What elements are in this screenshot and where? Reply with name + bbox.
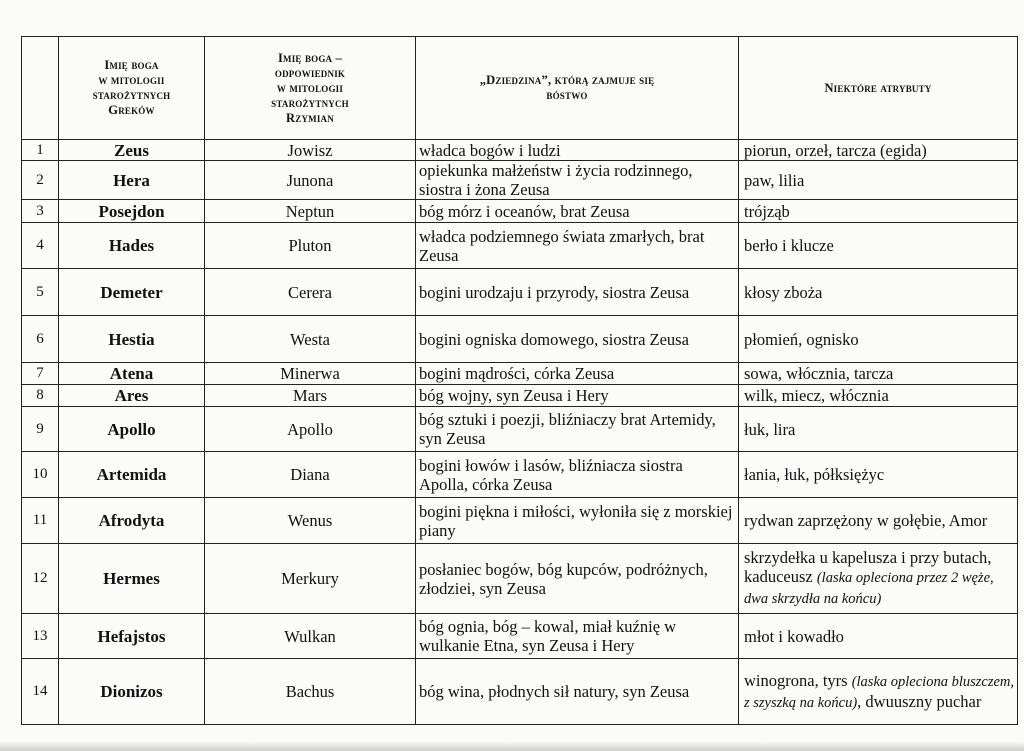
attributes-cell: trójząb: [739, 200, 1018, 223]
roman-name: Neptun: [205, 200, 416, 223]
attributes-cell: berło i klucze: [739, 223, 1018, 269]
table-row: [22, 659, 1018, 725]
greek-name: Hera: [59, 161, 205, 200]
row-number: 4: [22, 223, 59, 269]
greek-name: Afrodyta: [59, 498, 205, 544]
roman-name: Cerera: [205, 269, 416, 316]
domain-cell: bóg mórz i oceanów, brat Zeusa: [416, 200, 739, 223]
domain-cell: władca bogów i ludzi: [416, 140, 739, 161]
greek-name: Hestia: [59, 316, 205, 363]
attributes-cell: kłosy zboża: [739, 269, 1018, 316]
roman-name: Minerwa: [205, 363, 416, 385]
table-row: [22, 407, 1018, 452]
table-row: [22, 363, 1018, 385]
domain-cell: bóg ognia, bóg – kowal, miał kuźnię w wulkanie Etna, syn Zeusa i Hery: [416, 614, 739, 659]
row-number: 12: [22, 544, 59, 614]
row-number: 8: [22, 385, 59, 407]
domain-cell: bogini piękna i miłości, wyłoniła się z morskiej piany: [416, 498, 739, 544]
row-number: 9: [22, 407, 59, 452]
greek-name: Posejdon: [59, 200, 205, 223]
table-row: [22, 200, 1018, 223]
greek-name: Demeter: [59, 269, 205, 316]
attributes-cell: paw, lilia: [739, 161, 1018, 200]
domain-cell: bóg sztuki i poezji, bliźniaczy brat Artemidy, syn Zeusa: [416, 407, 739, 452]
row-number: 11: [22, 498, 59, 544]
domain-cell: władca podziemnego świata zmarłych, brat Zeusa: [416, 223, 739, 269]
header-attributes: Niektóre atrybuty: [739, 37, 1018, 140]
attributes-cell: młot i kowadło: [739, 614, 1018, 659]
domain-cell: bóg wojny, syn Zeusa i Hery: [416, 385, 739, 407]
row-number: 7: [22, 363, 59, 385]
greek-name: Atena: [59, 363, 205, 385]
attributes-note: (laska opleciona przez 2 węże, dwa skrzydła na końcu): [744, 570, 994, 607]
roman-name: Bachus: [205, 659, 416, 725]
row-number: 10: [22, 452, 59, 498]
row-number: 13: [22, 614, 59, 659]
row-number: 14: [22, 659, 59, 725]
table-header: [22, 37, 1018, 140]
row-number: 1: [22, 140, 59, 161]
row-number: 2: [22, 161, 59, 200]
attributes-cell: piorun, orzeł, tarcza (egida): [739, 140, 1018, 161]
table-row: [22, 614, 1018, 659]
table-row: [22, 269, 1018, 316]
row-number: 3: [22, 200, 59, 223]
attributes-tail: , dwuuszny puchar: [857, 691, 982, 711]
domain-cell: bogini łowów i lasów, bliźniacza siostra Apolla, córka Zeusa: [416, 452, 739, 498]
attributes-text: winogrona, tyrs: [744, 670, 852, 690]
domain-cell: opiekunka małżeństw i życia rodzinnego, siostra i żona Zeusa: [416, 161, 739, 200]
attributes-cell: rydwan zaprzężony w gołębie, Amor: [739, 498, 1018, 544]
table-row: [22, 385, 1018, 407]
greek-name: Hades: [59, 223, 205, 269]
attributes-cell: łuk, lira: [739, 407, 1018, 452]
greek-name: Dionizos: [59, 659, 205, 725]
roman-name: Jowisz: [205, 140, 416, 161]
header-number: [22, 37, 59, 140]
attributes-cell: wilk, miecz, włócznia: [739, 385, 1018, 407]
roman-name: Merkury: [205, 544, 416, 614]
roman-name: Mars: [205, 385, 416, 407]
domain-cell: bogini urodzaju i przyrody, siostra Zeusa: [416, 269, 739, 316]
greek-name: Ares: [59, 385, 205, 407]
roman-name: Wenus: [205, 498, 416, 544]
table-row: [22, 223, 1018, 269]
row-number: 5: [22, 269, 59, 316]
table-row: [22, 498, 1018, 544]
greek-name: Artemida: [59, 452, 205, 498]
attributes-note: (laska opleciona bluszczem, z szyszką na końcu): [744, 673, 1014, 711]
table-row: [22, 452, 1018, 498]
attributes-cell: [739, 544, 1018, 614]
table-row: [22, 316, 1018, 363]
greek-name: Hefajstos: [59, 614, 205, 659]
gods-table: [21, 36, 1018, 725]
attributes-cell: sowa, włócznia, tarcza: [739, 363, 1018, 385]
roman-name: Diana: [205, 452, 416, 498]
scan-edge-shadow: [0, 741, 1024, 751]
greek-name: Hermes: [59, 544, 205, 614]
table-body: [22, 140, 1018, 725]
table-row: [22, 544, 1018, 614]
domain-cell: bogini mądrości, córka Zeusa: [416, 363, 739, 385]
table-row: [22, 140, 1018, 161]
domain-cell: posłaniec bogów, bóg kupców, podróżnych, złodziei, syn Zeusa: [416, 544, 739, 614]
greek-name: Zeus: [59, 140, 205, 161]
attributes-cell: łania, łuk, półksiężyc: [739, 452, 1018, 498]
roman-name: Junona: [205, 161, 416, 200]
roman-name: Pluton: [205, 223, 416, 269]
header-domain: „Dziedzina”, którą zajmuje się bóstwo: [416, 37, 739, 140]
roman-name: Wulkan: [205, 614, 416, 659]
table-row: [22, 161, 1018, 200]
attributes-cell: [739, 659, 1018, 725]
attributes-cell: płomień, ognisko: [739, 316, 1018, 363]
header-roman-name: Imię boga – odpowiednik w mitologii starożytnych Rzymian: [205, 37, 416, 140]
domain-cell: bogini ogniska domowego, siostra Zeusa: [416, 316, 739, 363]
domain-cell: bóg wina, płodnych sił natury, syn Zeusa: [416, 659, 739, 725]
greek-name: Apollo: [59, 407, 205, 452]
roman-name: Westa: [205, 316, 416, 363]
roman-name: Apollo: [205, 407, 416, 452]
row-number: 6: [22, 316, 59, 363]
attributes-text: skrzydełka u kapelusza i przy butach, kaduceusz: [744, 548, 992, 586]
header-greek-name: Imię boga w mitologii starożytnych Greków: [59, 37, 205, 140]
